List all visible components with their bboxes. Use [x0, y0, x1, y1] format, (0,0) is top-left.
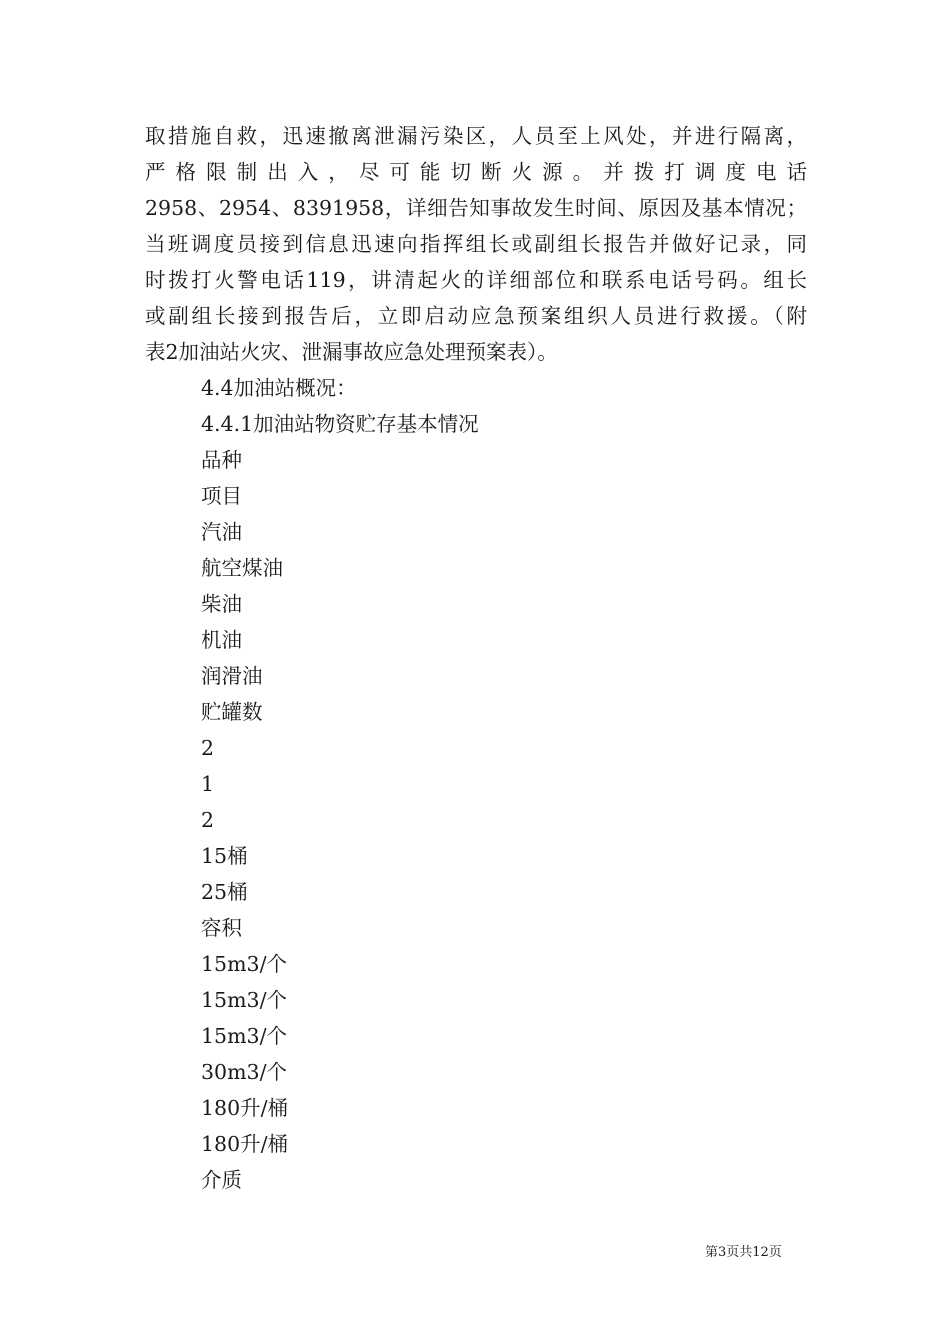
list-item: 2 [201, 736, 215, 760]
list-item: 项目 [201, 484, 242, 508]
list-item: 汽油 [201, 520, 242, 544]
list-item: 2 [201, 808, 215, 832]
list-item: 柴油 [201, 592, 242, 616]
list-item: 机油 [201, 628, 242, 652]
paragraph-line: 严格限制出入，尽可能切断火源。并拨打调度电话 [145, 160, 807, 184]
subsection-heading: 4.4.1加油站物资贮存基本情况 [201, 412, 479, 436]
list-item: 15m3/个 [201, 1024, 287, 1048]
list-item: 容积 [201, 916, 242, 940]
paragraph-line: 或副组长接到报告后，立即启动应急预案组织人员进行救援。（附 [145, 304, 807, 328]
list-item: 15桶 [201, 844, 248, 868]
list-item: 25桶 [201, 880, 248, 904]
body-text [145, 118, 807, 1198]
list-item: 润滑油 [201, 664, 263, 688]
paragraph-line: 取措施自救，迅速撤离泄漏污染区，人员至上风处，并进行隔离， [145, 124, 807, 148]
page-number-footer: 第3页共12页 [705, 1245, 782, 1260]
list-item: 15m3/个 [201, 952, 287, 976]
section-heading: 4.4加油站概况： [201, 376, 357, 400]
list-item: 贮罐数 [201, 700, 263, 724]
list-item: 品种 [201, 448, 242, 472]
paragraph-line: 当班调度员接到信息迅速向指挥组长或副组长报告并做好记录，同 [145, 232, 807, 256]
list-item: 180升/桶 [201, 1096, 289, 1120]
list-item: 1 [201, 772, 215, 796]
list-item: 30m3/个 [201, 1060, 287, 1084]
paragraph-line: 时拨打火警电话119，讲清起火的详细部位和联系电话号码。组长 [145, 268, 807, 292]
paragraph-line: 表2加油站火灾、泄漏事故应急处理预案表）。 [145, 340, 558, 364]
list-item: 航空煤油 [201, 556, 283, 580]
paragraph-line: 2958、2954、8391958，详细告知事故发生时间、原因及基本情况； [145, 196, 807, 220]
list-item: 15m3/个 [201, 988, 287, 1012]
list-item: 180升/桶 [201, 1132, 289, 1156]
list-item: 介质 [201, 1168, 242, 1192]
